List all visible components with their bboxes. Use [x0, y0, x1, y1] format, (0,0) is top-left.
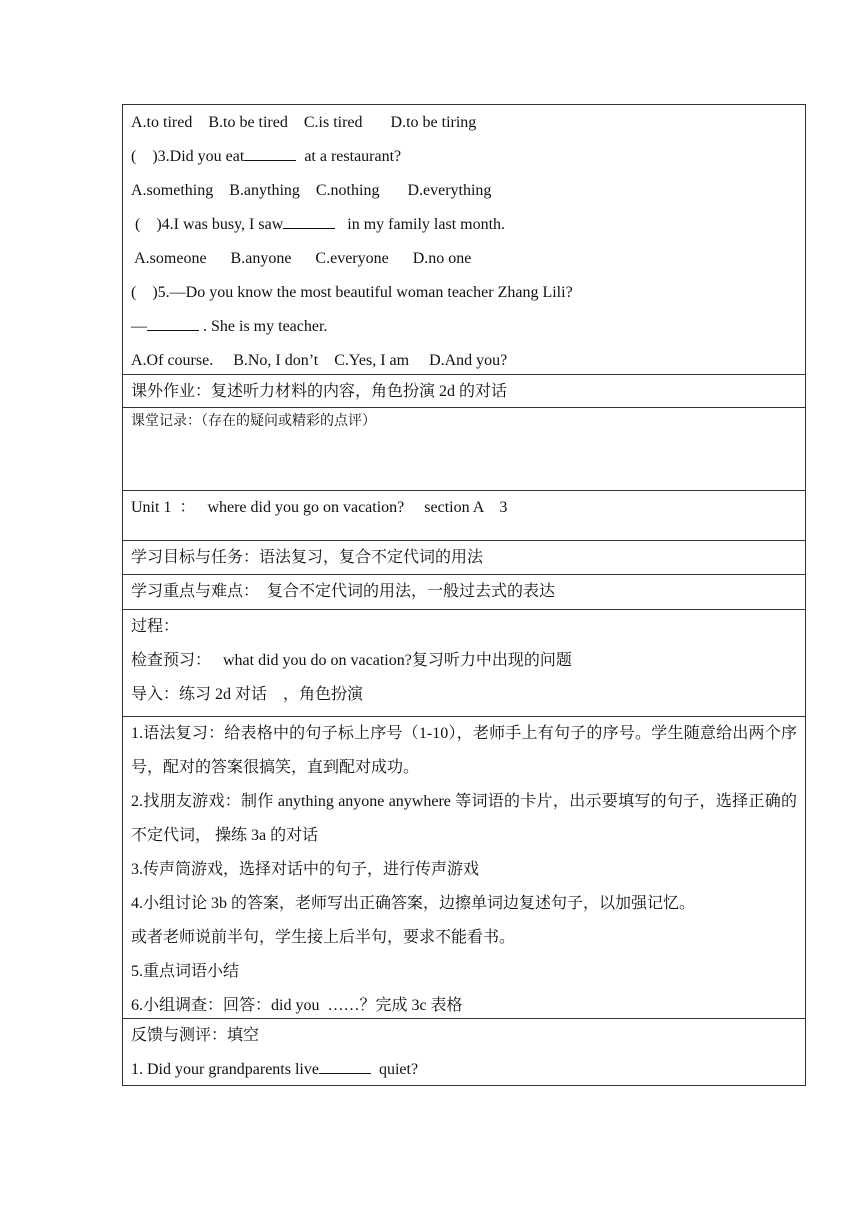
feedback-heading: 反馈与测评：填空: [131, 1027, 260, 1044]
step-3: 3.传声筒游戏，选择对话中的句子，进行传声游戏: [131, 861, 480, 878]
feedback-question: [131, 1053, 797, 1087]
feedback-q1-end: quiet?: [370, 1061, 419, 1078]
preview-text: 检查预习： what did you do on vacation?复习听力中出现的问题: [131, 652, 572, 669]
step-1: 1.语法复习：给表格中的句子标上序号（1-10），老师手上有句子的序号。学生随意给出两个序号，配对的答案很搞笑，直到配对成功。: [131, 725, 797, 776]
process-section: [122, 610, 806, 717]
lesson-plan-table: [122, 104, 806, 1086]
answer-blank[interactable]: [319, 1057, 371, 1074]
feedback-section: [122, 1019, 806, 1086]
step-4-alt: 或者老师说前半句，学生接上后半句，要求不能看书。: [131, 929, 516, 946]
question-4-end: in my family last month.: [335, 216, 506, 233]
intro-text: 导入：练习 2d 对话 ，角色扮演: [131, 686, 364, 703]
feedback-q1: 1. Did your grandparents live: [131, 1061, 319, 1078]
question-5: ( )5.—Do you know the most beautiful woman teacher Zhang Lili?: [131, 284, 573, 301]
answer-line-end: . She is my teacher.: [199, 318, 328, 335]
options-q3: A.something B.anything C.nothing D.everything: [131, 182, 492, 199]
goals-text: 学习目标与任务：语法复习，复合不定代词的用法: [131, 549, 484, 566]
question-4: ( )4.I was busy, I saw: [131, 216, 284, 233]
step-5: 5.重点词语小结: [131, 963, 240, 980]
option-line: [131, 242, 797, 276]
exercise-section: [122, 104, 806, 375]
step-2: 2.找朋友游戏：制作 anything anyone anywhere 等词语的卡片，出示要填写的句子，选择正确的不定代词， 操练 3a 的对话: [131, 793, 797, 844]
goals-section: [122, 541, 806, 575]
dash: —: [131, 318, 147, 335]
step-4: 4.小组讨论 3b 的答案，老师写出正确答案，边擦单词边复述句子，以加强记忆。: [131, 895, 696, 912]
option-line: [131, 106, 797, 140]
answer-blank[interactable]: [244, 144, 296, 161]
key-points-text: 学习重点与难点： 复合不定代词的用法，一般过去式的表达: [131, 583, 556, 600]
unit-title-section: [122, 491, 806, 541]
answer-line: [131, 310, 797, 344]
question-3-end: at a restaurant?: [296, 148, 402, 165]
question-line: [131, 276, 797, 310]
step-6: 6.小组调查：回答：did you ……？完成 3c 表格: [131, 997, 463, 1014]
answer-blank[interactable]: [283, 212, 335, 229]
question-3: ( )3.Did you eat: [131, 148, 245, 165]
process-heading: 过程：: [131, 618, 180, 635]
option-line: [131, 344, 797, 378]
key-points-section: [122, 575, 806, 610]
options-q2: A.to tired B.to be tired C.is tired D.to be tiring: [131, 114, 477, 131]
class-notes-label: 课堂记录：（存在的疑问或精彩的点评）: [131, 414, 376, 429]
answer-blank[interactable]: [147, 314, 199, 331]
homework-section: [122, 375, 806, 408]
question-line: [131, 140, 797, 174]
options-q4: A.someone B.anyone C.everyone D.no one: [131, 250, 472, 267]
homework-text: 课外作业：复述听力材料的内容，角色扮演 2d 的对话: [131, 383, 508, 400]
option-line: [131, 174, 797, 208]
steps-section: [122, 717, 806, 1019]
question-line: [131, 208, 797, 242]
class-notes-section: [122, 408, 806, 491]
options-q5: A.Of course. B.No, I don’t C.Yes, I am D.And you?: [131, 352, 508, 369]
unit-title: Unit 1 ： where did you go on vacation? section A 3: [131, 499, 508, 516]
